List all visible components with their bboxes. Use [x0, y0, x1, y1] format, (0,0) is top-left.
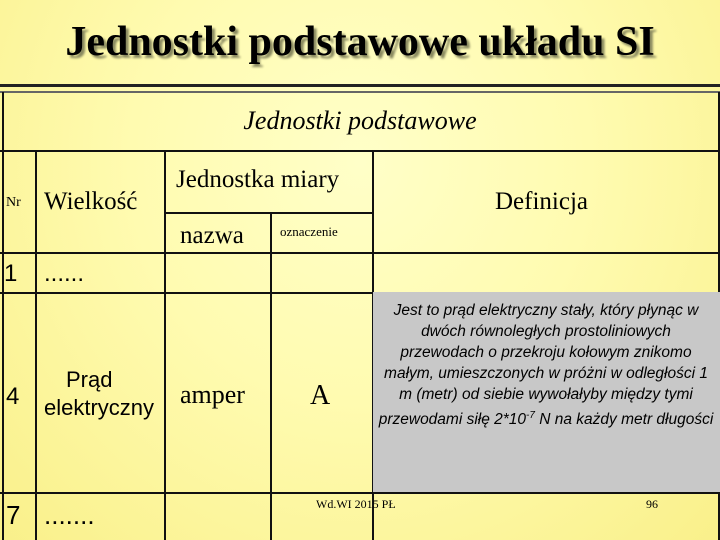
table-line: [35, 150, 37, 540]
row-4-quantity-line1: Prąd: [66, 367, 113, 392]
row-7-nr: 7: [6, 500, 21, 530]
table-line: [0, 252, 720, 254]
definition-text-tail: N na każdy metr długości: [534, 411, 714, 429]
table-line: [270, 212, 272, 540]
row-1-nr: 1: [4, 260, 18, 287]
definition-exponent: -7: [526, 410, 535, 421]
row-4-definition: [378, 300, 714, 430]
table-line: [0, 492, 720, 494]
row-4-quantity-line2: elektryczny: [44, 395, 155, 420]
table-line: [164, 150, 166, 540]
header-unit-symbol: oznaczenie: [280, 224, 338, 239]
table-line: [2, 92, 4, 540]
header-unit: Jednostka miary: [176, 166, 340, 193]
title-divider: [0, 84, 720, 87]
header-quantity: Wielkość: [44, 188, 138, 215]
footer-source: Wd.WI 2015 PŁ: [316, 497, 396, 511]
row-4-unit-symbol: A: [310, 380, 331, 411]
row-4-quantity: [44, 366, 154, 422]
header-nr: Nr: [6, 195, 21, 210]
row-7-quantity: .......: [44, 500, 95, 530]
page-number: 96: [646, 497, 658, 511]
table-line: [165, 212, 373, 214]
row-1-quantity: ......: [44, 260, 85, 287]
table-line: [0, 150, 720, 152]
row-4-unit-name: amper: [180, 380, 245, 409]
row-4-nr: 4: [6, 383, 20, 410]
title-divider-secondary: [0, 91, 720, 93]
header-unit-name: nazwa: [180, 222, 244, 249]
definition-text: Jest to prąd elektryczny stały, który płynąc w dwóch równoległych prostoliniowych przewodach o przekroju kołowym znikomo małym, umieszczonych w próżni w odległości 1 m (metr) od siebie wywołałyby między tymi przewodami siłę 2*10: [378, 302, 708, 429]
header-definition: Definicja: [495, 188, 589, 215]
table-group-header: Jednostki podstawowe: [243, 106, 477, 135]
slide-title: Jednostki podstawowe układu SI: [65, 19, 655, 65]
